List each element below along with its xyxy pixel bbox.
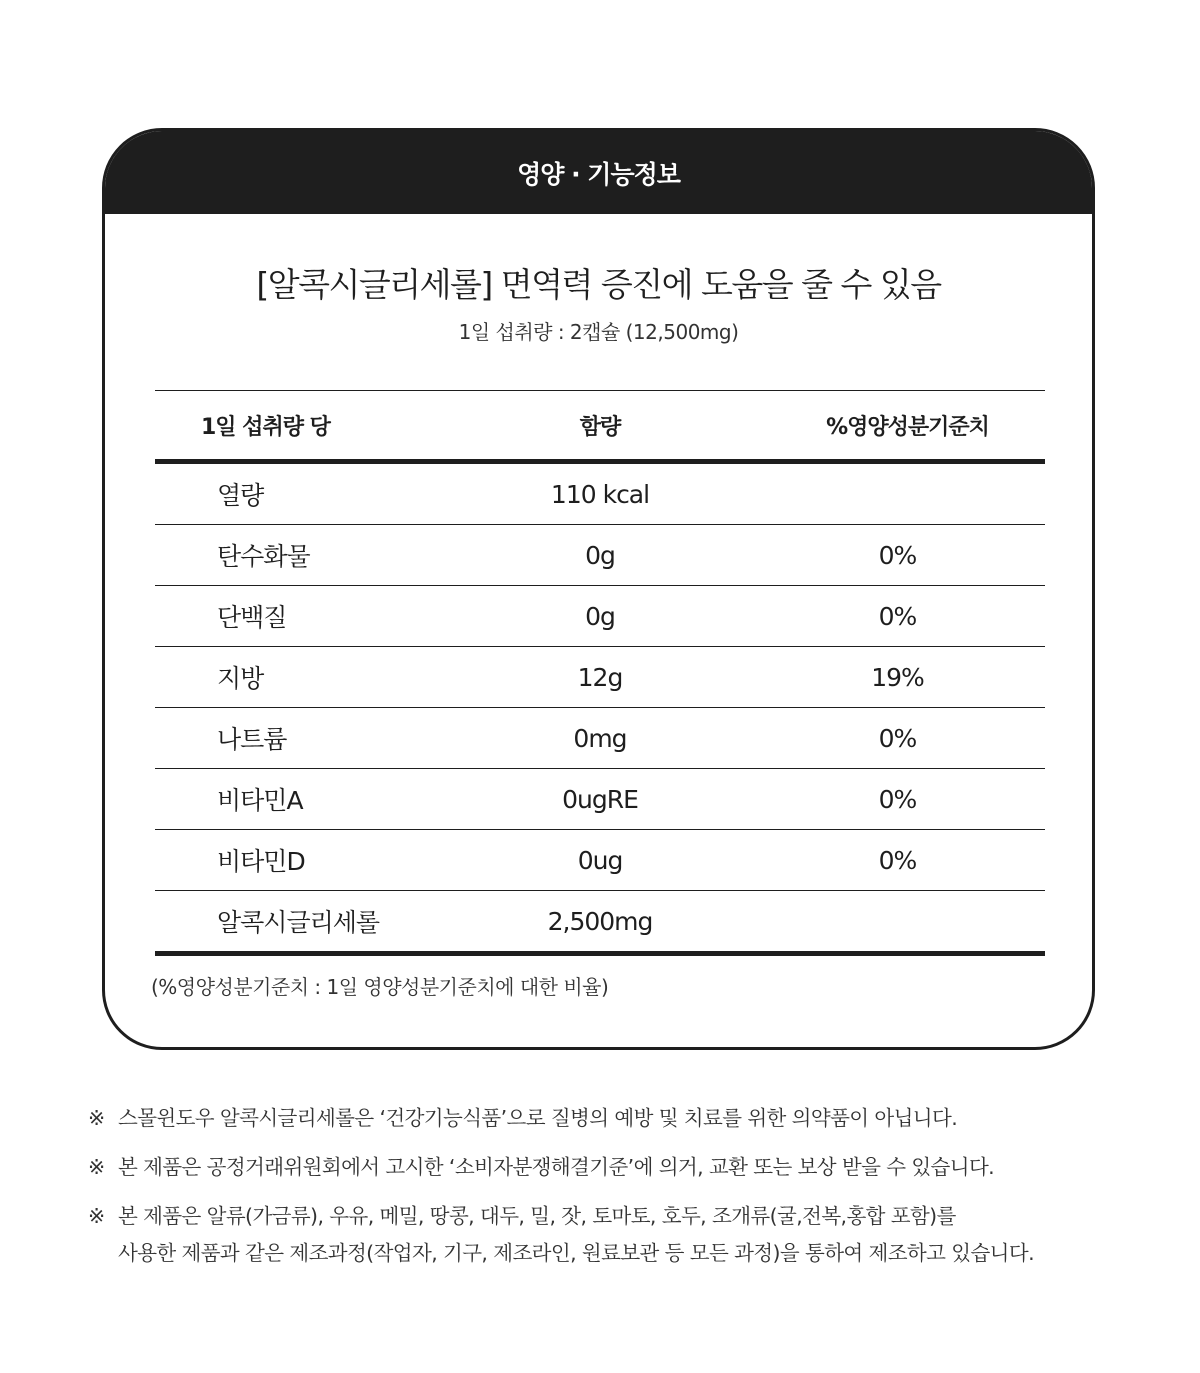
nutrient-daily-value: 19%: [871, 662, 924, 692]
nutrient-amount: 12g: [577, 662, 623, 692]
table-row: [155, 708, 1045, 769]
notice-text: 스몰윈도우 알콕시글리세롤은 ‘건강기능식품’으로 질병의 예방 및 치료를 위한 의약품이 아닙니다.: [118, 1106, 958, 1130]
reference-mark: ※: [88, 1203, 105, 1228]
nutrient-daily-value: 0%: [878, 540, 917, 570]
notice-text: 본 제품은 알류(가금류), 우유, 메밀, 땅콩, 대두, 밀, 잣, 토마토, 호두, 조개류(굴,전복,홍합 포함)를: [118, 1203, 956, 1228]
nutrient-amount: 0ugRE: [562, 784, 638, 814]
nutrient-amount: 0g: [585, 540, 615, 570]
notice-text: 본 제품은 공정거래위원회에서 고시한 ‘소비자분쟁해결기준’에 의거, 교환 또는 보상 받을 수 있습니다.: [118, 1154, 995, 1179]
notice-item: [88, 1100, 1148, 1137]
table-row: [155, 586, 1045, 647]
nutrient-name: 탄수화물: [217, 542, 310, 571]
reference-mark: ※: [88, 1106, 105, 1130]
notice-text: 사용한 제품과 같은 제조과정(작업자, 기구, 제조라인, 원료보관 등 모든 과정)을 통하여 제조하고 있습니다.: [118, 1240, 1034, 1265]
nutrient-daily-value: 0%: [878, 845, 917, 875]
table-header-row: [155, 391, 1045, 464]
nutrient-amount: 0g: [585, 601, 615, 631]
nutrient-daily-value: 0%: [878, 784, 917, 814]
nutrient-name: 단백질: [217, 603, 287, 632]
nutrient-name: 나트륨: [217, 725, 287, 754]
header-daily-value: %영양성분기준치: [826, 414, 989, 440]
header-serving: 1일 섭취량 당: [201, 414, 330, 440]
nutrient-name: 알콕시글리세롤: [217, 908, 380, 937]
table-row: [155, 647, 1045, 708]
nutrient-amount: 110 kcal: [550, 479, 650, 509]
table-row: [155, 891, 1045, 956]
header-amount: 함량: [579, 414, 621, 440]
notice-item: [88, 1149, 1148, 1186]
table-footnote: (%영양성분기준치 : 1일 영양성분기준치에 대한 비율): [151, 975, 609, 999]
nutrient-daily-value: 0%: [878, 601, 917, 631]
nutrient-name: 비타민D: [217, 847, 305, 876]
nutrition-info-card: [102, 128, 1095, 1050]
nutrient-amount: 2,500mg: [547, 906, 653, 936]
notice-list: [88, 1100, 1148, 1284]
nutrient-daily-value: 0%: [878, 723, 917, 753]
daily-intake-subtitle: 1일 섭취량 : 2캡슐 (12,500mg): [458, 320, 739, 344]
table-row: [155, 525, 1045, 586]
table-row: [155, 464, 1045, 525]
nutrition-table: [155, 390, 1045, 956]
nutrient-name: 비타민A: [217, 786, 303, 815]
nutrient-amount: 0ug: [577, 845, 623, 875]
notice-item: [88, 1198, 1148, 1272]
card-header: 영양 · 기능정보: [105, 131, 1092, 214]
reference-mark: ※: [88, 1154, 105, 1179]
table-row: [155, 769, 1045, 830]
health-claim-title: [알콕시글리세롤] 면역력 증진에 도움을 줄 수 있음: [256, 265, 941, 304]
nutrient-name: 지방: [217, 664, 264, 693]
nutrient-amount: 0mg: [573, 723, 627, 753]
nutrient-name: 열량: [217, 481, 264, 510]
table-row: [155, 830, 1045, 891]
